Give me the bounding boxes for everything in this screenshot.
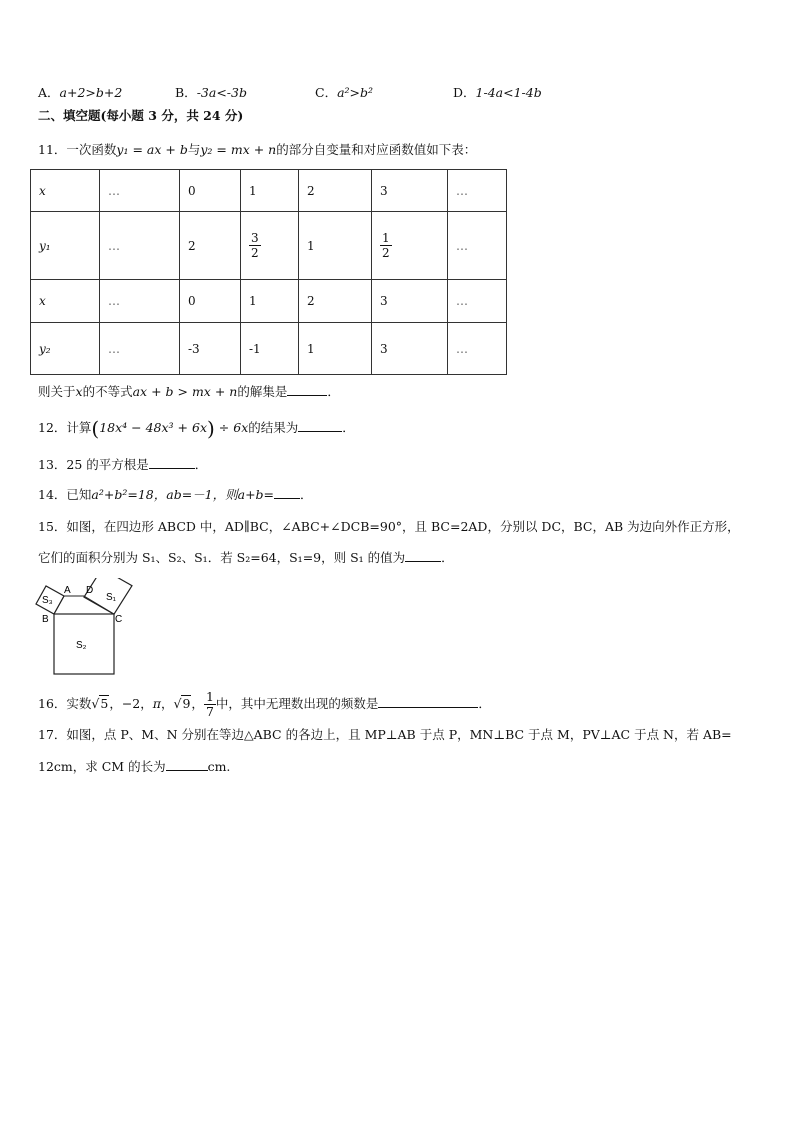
table-cell xyxy=(241,212,299,280)
paren-open: ( xyxy=(91,416,100,441)
option-b: B．-3a<-3b xyxy=(175,85,247,100)
answer-blank[interactable] xyxy=(149,456,195,469)
question-11: 11．一次函数y₁ = ax + b与y₂ = mx + n的部分自变量和对应函数值如下表： xyxy=(38,142,477,157)
table-row xyxy=(31,323,507,375)
table-cell: 1 xyxy=(299,212,372,280)
question-13: 13．25 的平方根是 ． xyxy=(38,457,208,472)
table-cell: 2 xyxy=(299,170,372,212)
fraction-1-7: $\frac{1}{7}$ xyxy=(205,689,214,719)
answer-blank[interactable] xyxy=(405,549,441,562)
label-d: D xyxy=(86,585,94,596)
table-cell xyxy=(372,212,448,280)
label-s1: S₁ xyxy=(106,592,117,603)
table-cell: … xyxy=(448,280,507,323)
question-17-line1: 17．如图，点 P、M、N 分别在等边△ABC 的各边上，且 MP⊥AB 于点 P，MN⊥BC 于点 M，PV⊥AC 于点 N，若 AB= xyxy=(38,727,732,742)
table-row xyxy=(31,212,507,280)
function-y2: y₂ = mx + n xyxy=(200,142,277,157)
table-cell: 1 xyxy=(299,323,372,375)
option-a: A．a+2>b+2 xyxy=(38,85,123,100)
question-15-line1: 15．如图，在四边形 ABCD 中，AD∥BC，∠ABC+∠DCB=90°，且 BC=2AD，分别以 DC，BC，AB 为边向外作正方形， xyxy=(38,519,740,534)
answer-blank[interactable] xyxy=(274,486,300,499)
table-cell: y₁ xyxy=(31,212,100,280)
table-row xyxy=(31,280,507,323)
table-cell: … xyxy=(100,212,180,280)
table-row xyxy=(31,170,507,212)
table-cell: … xyxy=(448,212,507,280)
table-cell: … xyxy=(100,323,180,375)
fraction: $\frac{3}{2}$ xyxy=(251,231,259,260)
table-cell: y₂ xyxy=(31,323,100,375)
label-b: B xyxy=(42,614,49,625)
table-cell: x xyxy=(31,170,100,212)
quadrilateral-squares-figure xyxy=(34,578,144,678)
table-cell: 2 xyxy=(299,280,372,323)
function-y1: y₁ = ax + b xyxy=(116,142,188,157)
section-title: 二、填空题(每小题 3 分，共 24 分) xyxy=(38,108,244,123)
option-c: C．a²>b² xyxy=(315,85,374,100)
question-12: 12．计算(18x⁴ − 48x³ + 6x) ÷ 6x的结果为 ． xyxy=(38,416,355,441)
paren-close: ) xyxy=(207,416,215,441)
table-cell: x xyxy=(31,280,100,323)
label-s2: S₂ xyxy=(76,640,87,651)
table-cell: 0 xyxy=(180,280,241,323)
table-cell: -3 xyxy=(180,323,241,375)
table-cell: 0 xyxy=(180,170,241,212)
sqrt-9: √9 xyxy=(173,696,191,711)
question-15-line2: 它们的面积分别为 S₁、S₂、S₁．若 S₂=64，S₁=9，则 S₁ 的值为 ． xyxy=(38,550,454,565)
table-cell: … xyxy=(100,170,180,212)
table-cell: … xyxy=(448,323,507,375)
table-cell: … xyxy=(448,170,507,212)
table-cell: 1 xyxy=(241,280,299,323)
answer-blank[interactable] xyxy=(166,758,208,771)
question-17-line2: 12cm，求 CM 的长为 cm. xyxy=(38,759,231,774)
table-cell: 3 xyxy=(372,280,448,323)
question-11-followup: 则关于x的不等式ax + b > mx + n的解集是 ． xyxy=(38,384,340,399)
value-table xyxy=(30,169,507,375)
question-14: 14．已知a²+b²=18，ab=－1，则a+b= ． xyxy=(38,487,313,502)
sqrt-5: √5 xyxy=(91,696,109,711)
table-cell: -1 xyxy=(241,323,299,375)
table-cell: 1 xyxy=(241,170,299,212)
answer-blank[interactable] xyxy=(378,695,478,708)
answer-blank[interactable] xyxy=(287,383,327,396)
table-cell: 3 xyxy=(372,170,448,212)
question-16: 16．实数√5，−2，π，√9， $\frac{1}{7}$ 中，其中无理数出现的频数是 ． xyxy=(38,689,491,719)
label-a: A xyxy=(64,585,71,596)
label-s3: S₃ xyxy=(42,595,53,606)
answer-blank[interactable] xyxy=(298,419,342,432)
option-d: D．1-4a<1-4b xyxy=(453,85,542,100)
table-cell: … xyxy=(100,280,180,323)
label-c: C xyxy=(115,614,123,625)
table-cell: 2 xyxy=(180,212,241,280)
fraction: $\frac{1}{2}$ xyxy=(382,231,390,260)
table-cell: 3 xyxy=(372,323,448,375)
